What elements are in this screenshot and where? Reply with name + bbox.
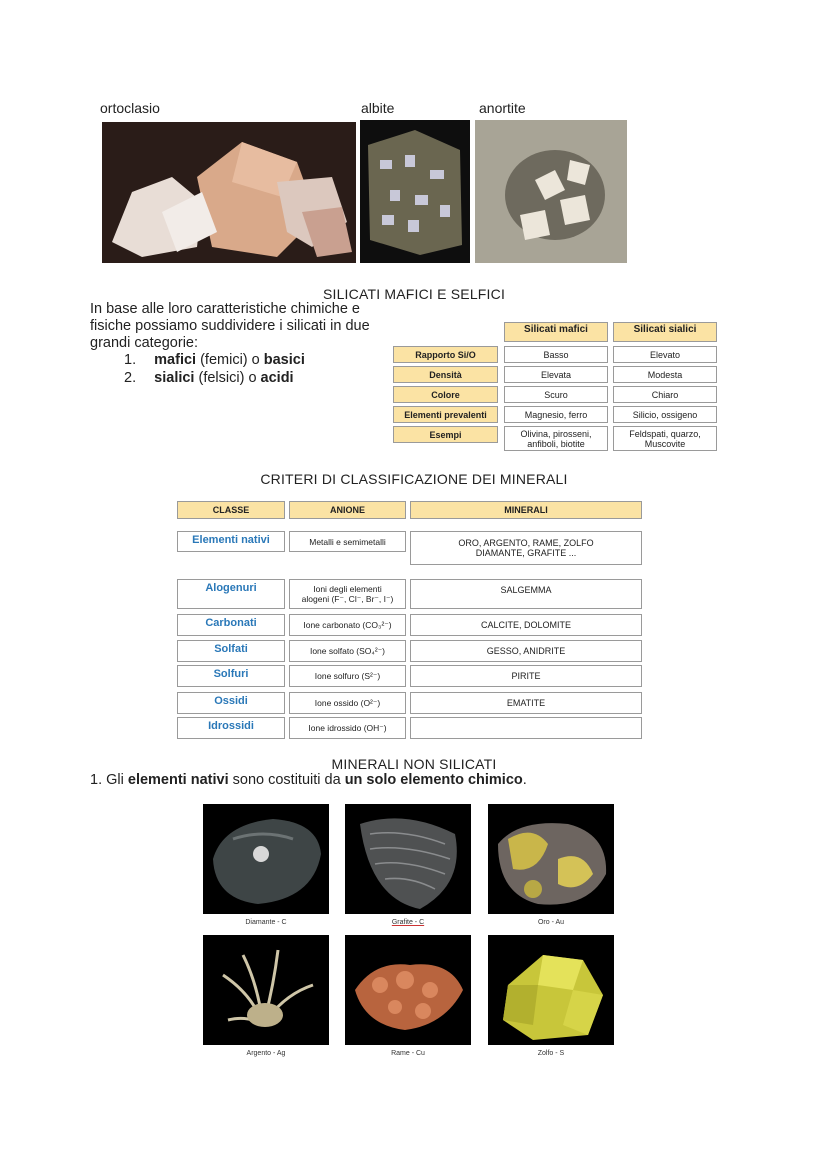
anione-alogenuri: Ioni degli elementi alogeni (F⁻, Cl⁻, Br⁻, I⁻)	[289, 579, 406, 609]
classe-solfuri: Solfuri	[177, 665, 285, 687]
list-item-mafici	[124, 352, 305, 369]
minerali-idrossidi	[410, 717, 642, 739]
photo-anortite	[475, 120, 627, 263]
photo-grafite	[345, 804, 471, 914]
photo-ortoclasio	[102, 122, 356, 263]
cell-sialici-elementi: Silicio, ossigeno	[613, 406, 717, 423]
minerali-solfuri: PIRITE	[410, 665, 642, 687]
minerali-elementi-nativi: ORO, ARGENTO, RAME, ZOLFO DIAMANTE, GRAFITE ...	[410, 531, 642, 565]
cell-mafici-esempi: Olivina, pirosseni, anfiboli, biotite	[504, 426, 608, 451]
caption-anortite: anortite	[479, 100, 526, 116]
classe-alogenuri: Alogenuri	[177, 579, 285, 609]
row-label-esempi: Esempi	[393, 426, 498, 443]
term-acidi: acidi	[260, 370, 294, 386]
anione-idrossidi: Ione idrossido (OH⁻)	[289, 717, 406, 739]
caption-grafite: Grafite - C	[391, 919, 425, 926]
row-label-rapporto: Rapporto Si/O	[393, 346, 498, 363]
section-title-silicati: SILICATI MAFICI E SELFICI	[322, 286, 506, 302]
header-silicati-mafici: Silicati mafici	[504, 322, 608, 342]
header-minerali: MINERALI	[410, 501, 642, 519]
row-label-colore: Colore	[393, 386, 498, 403]
caption-rame: Rame - Cu	[391, 1050, 425, 1057]
header-classe: CLASSE	[177, 501, 285, 519]
photo-albite	[360, 120, 470, 263]
classe-solfati: Solfati	[177, 640, 285, 662]
minerali-solfati: GESSO, ANIDRITE	[410, 640, 642, 662]
cell-mafici-rapporto: Basso	[504, 346, 608, 363]
anione-solfuri: Ione solfuro (S²⁻)	[289, 665, 406, 687]
cell-mafici-colore: Scuro	[504, 386, 608, 403]
term-basici: basici	[263, 352, 305, 368]
anione-solfati: Ione solfato (SO₄²⁻)	[289, 640, 406, 662]
caption-diamante: Diamante - C	[245, 919, 287, 926]
sentence-elementi-nativi	[90, 772, 527, 789]
cell-mafici-densita: Elevata	[504, 366, 608, 383]
header-anione: ANIONE	[289, 501, 406, 519]
term-elementi-nativi: elementi nativi	[127, 772, 229, 788]
photo-zolfo	[488, 935, 614, 1045]
term-mafici: mafici	[154, 352, 197, 368]
list-item-sialici	[124, 370, 294, 387]
list-number: 1.	[124, 352, 137, 368]
caption-zolfo: Zolfo - S	[537, 1050, 565, 1057]
caption-argento: Argento - Ag	[246, 1050, 286, 1057]
classe-ossidi: Ossidi	[177, 692, 285, 714]
term-sialici: sialici	[154, 370, 195, 386]
cell-mafici-elementi: Magnesio, ferro	[504, 406, 608, 423]
sentence-text: .	[522, 772, 527, 788]
list-text: (felsici) o	[194, 370, 261, 386]
section-title-criteri: CRITERI DI CLASSIFICAZIONE DEI MINERALI	[260, 471, 568, 487]
cell-sialici-esempi: Feldspati, quarzo, Muscovite	[613, 426, 717, 451]
photo-diamante	[203, 804, 329, 914]
photo-argento	[203, 935, 329, 1045]
minerali-carbonati: CALCITE, DOLOMITE	[410, 614, 642, 636]
list-text: (femici) o	[196, 352, 264, 368]
photo-oro	[488, 804, 614, 914]
sentence-text: 1. Gli	[90, 772, 128, 788]
row-label-densita: Densità	[393, 366, 498, 383]
caption-oro: Oro - Au	[537, 919, 565, 926]
classe-elementi-nativi: Elementi nativi	[177, 531, 285, 552]
row-label-elementi: Elementi prevalenti	[393, 406, 498, 423]
anione-carbonati: Ione carbonato (CO₃²⁻)	[289, 614, 406, 636]
caption-albite: albite	[361, 100, 395, 116]
anione-elementi-nativi: Metalli e semimetalli	[289, 531, 406, 552]
photo-rame	[345, 935, 471, 1045]
cell-sialici-rapporto: Elevato	[613, 346, 717, 363]
list-number: 2.	[124, 370, 137, 386]
minerali-alogenuri: SALGEMMA	[410, 579, 642, 609]
minerali-ossidi: EMATITE	[410, 692, 642, 714]
intro-paragraph: In base alle loro caratteristiche chimiche e fisiche possiamo suddividere i silicati in due grandi categorie:	[90, 301, 370, 351]
anione-ossidi: Ione ossido (O²⁻)	[289, 692, 406, 714]
caption-ortoclasio: ortoclasio	[100, 100, 160, 116]
section-title-non-silicati: MINERALI NON SILICATI	[331, 756, 497, 772]
header-silicati-sialici: Silicati sialici	[613, 322, 717, 342]
classe-carbonati: Carbonati	[177, 614, 285, 636]
classe-idrossidi: Idrossidi	[177, 717, 285, 739]
cell-sialici-colore: Chiaro	[613, 386, 717, 403]
term-un-solo-elemento: un solo elemento chimico	[344, 772, 523, 788]
cell-sialici-densita: Modesta	[613, 366, 717, 383]
sentence-text: sono costituiti da	[228, 772, 345, 788]
